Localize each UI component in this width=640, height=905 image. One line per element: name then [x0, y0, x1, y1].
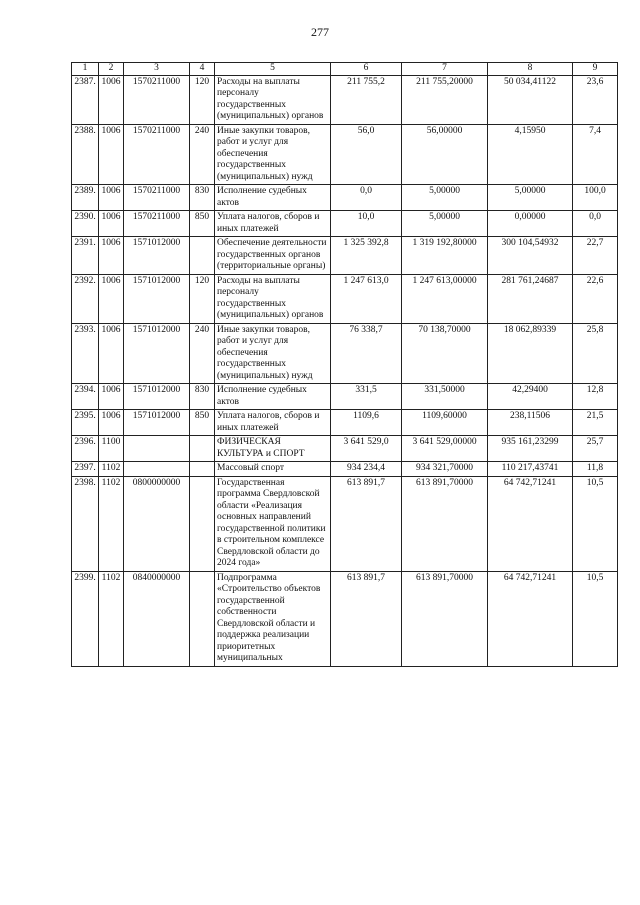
executed-amount: 5,00000	[488, 185, 573, 211]
expense-type-code: 850	[190, 410, 215, 436]
expense-type-code: 120	[190, 274, 215, 323]
table-row	[72, 571, 618, 666]
section-code: 1006	[99, 384, 124, 410]
approved-amount: 331,5	[331, 384, 402, 410]
target-article-code: 0840000000	[124, 571, 190, 666]
row-number: 2388.	[72, 124, 99, 185]
approved-amount: 0,0	[331, 185, 402, 211]
executed-amount: 935 161,23299	[488, 436, 573, 462]
target-article-code: 1571012000	[124, 384, 190, 410]
section-code: 1006	[99, 323, 124, 384]
execution-percent: 21,5	[573, 410, 618, 436]
expense-name: Обеспечение деятельности государственных органов (территориальные органы)	[215, 237, 331, 275]
row-number: 2392.	[72, 274, 99, 323]
expense-name: Государственная программа Свердловской области «Реализация основных направлений государственной политики в строительном комплексе Свердловской области до 2024 года»	[215, 476, 331, 571]
expense-type-code	[190, 436, 215, 462]
execution-percent: 100,0	[573, 185, 618, 211]
target-article-code: 1570211000	[124, 211, 190, 237]
column-header: 7	[402, 63, 488, 76]
executed-amount: 281 761,24687	[488, 274, 573, 323]
section-code: 1006	[99, 211, 124, 237]
target-article-code: 1571012000	[124, 410, 190, 436]
section-code: 1006	[99, 185, 124, 211]
revised-amount: 211 755,20000	[402, 75, 488, 124]
table-row	[72, 410, 618, 436]
expense-name: Расходы на выплаты персоналу государственных (муниципальных) органов	[215, 274, 331, 323]
column-header: 3	[124, 63, 190, 76]
approved-amount: 1109,6	[331, 410, 402, 436]
target-article-code: 1570211000	[124, 75, 190, 124]
expense-type-code: 240	[190, 124, 215, 185]
execution-percent: 12,8	[573, 384, 618, 410]
section-code: 1006	[99, 410, 124, 436]
execution-percent: 25,8	[573, 323, 618, 384]
section-code: 1102	[99, 462, 124, 477]
row-number: 2393.	[72, 323, 99, 384]
column-header: 5	[215, 63, 331, 76]
approved-amount: 613 891,7	[331, 571, 402, 666]
section-code: 1100	[99, 436, 124, 462]
executed-amount: 64 742,71241	[488, 476, 573, 571]
row-number: 2398.	[72, 476, 99, 571]
execution-percent: 10,5	[573, 476, 618, 571]
row-number: 2387.	[72, 75, 99, 124]
expense-type-code: 240	[190, 323, 215, 384]
approved-amount: 934 234,4	[331, 462, 402, 477]
table-row	[72, 323, 618, 384]
expense-type-code: 850	[190, 211, 215, 237]
expense-name: Исполнение судебных актов	[215, 185, 331, 211]
section-code: 1102	[99, 476, 124, 571]
table-row	[72, 274, 618, 323]
executed-amount: 110 217,43741	[488, 462, 573, 477]
executed-amount: 0,00000	[488, 211, 573, 237]
expense-name: Подпрограмма «Строительство объектов государственной собственности Свердловской области и поддержка реализации приоритетных муниципальных	[215, 571, 331, 666]
approved-amount: 1 247 613,0	[331, 274, 402, 323]
execution-percent: 25,7	[573, 436, 618, 462]
section-code: 1006	[99, 124, 124, 185]
execution-percent: 0,0	[573, 211, 618, 237]
revised-amount: 56,00000	[402, 124, 488, 185]
row-number: 2391.	[72, 237, 99, 275]
executed-amount: 18 062,89339	[488, 323, 573, 384]
execution-percent: 11,8	[573, 462, 618, 477]
column-header: 9	[573, 63, 618, 76]
row-number: 2397.	[72, 462, 99, 477]
expense-type-code	[190, 237, 215, 275]
revised-amount: 934 321,70000	[402, 462, 488, 477]
section-code: 1102	[99, 571, 124, 666]
approved-amount: 56,0	[331, 124, 402, 185]
executed-amount: 64 742,71241	[488, 571, 573, 666]
revised-amount: 1 247 613,00000	[402, 274, 488, 323]
table-row	[72, 211, 618, 237]
column-header: 8	[488, 63, 573, 76]
table-row	[72, 462, 618, 477]
revised-amount: 5,00000	[402, 211, 488, 237]
target-article-code: 1571012000	[124, 323, 190, 384]
table-row	[72, 75, 618, 124]
expense-type-code: 830	[190, 185, 215, 211]
expense-type-code	[190, 462, 215, 477]
target-article-code: 1570211000	[124, 124, 190, 185]
target-article-code: 1571012000	[124, 274, 190, 323]
execution-percent: 10,5	[573, 571, 618, 666]
approved-amount: 10,0	[331, 211, 402, 237]
executed-amount: 4,15950	[488, 124, 573, 185]
revised-amount: 5,00000	[402, 185, 488, 211]
target-article-code: 0800000000	[124, 476, 190, 571]
execution-percent: 22,7	[573, 237, 618, 275]
target-article-code: 1571012000	[124, 237, 190, 275]
revised-amount: 1 319 192,80000	[402, 237, 488, 275]
executed-amount: 42,29400	[488, 384, 573, 410]
page-number: 277	[311, 25, 329, 39]
target-article-code: 1570211000	[124, 185, 190, 211]
table-row	[72, 185, 618, 211]
executed-amount: 238,11506	[488, 410, 573, 436]
executed-amount: 300 104,54932	[488, 237, 573, 275]
table-row	[72, 476, 618, 571]
column-header: 2	[99, 63, 124, 76]
expense-name: Расходы на выплаты персоналу государственных (муниципальных) органов	[215, 75, 331, 124]
section-code: 1006	[99, 75, 124, 124]
approved-amount: 76 338,7	[331, 323, 402, 384]
revised-amount: 1109,60000	[402, 410, 488, 436]
expense-type-code	[190, 571, 215, 666]
execution-percent: 7,4	[573, 124, 618, 185]
target-article-code	[124, 462, 190, 477]
approved-amount: 211 755,2	[331, 75, 402, 124]
expense-type-code: 120	[190, 75, 215, 124]
row-number: 2394.	[72, 384, 99, 410]
execution-percent: 22,6	[573, 274, 618, 323]
executed-amount: 50 034,41122	[488, 75, 573, 124]
expense-name: Уплата налогов, сборов и иных платежей	[215, 211, 331, 237]
revised-amount: 613 891,70000	[402, 476, 488, 571]
expense-name: Исполнение судебных актов	[215, 384, 331, 410]
column-header: 4	[190, 63, 215, 76]
table-row	[72, 124, 618, 185]
row-number: 2390.	[72, 211, 99, 237]
section-code: 1006	[99, 237, 124, 275]
column-header: 6	[331, 63, 402, 76]
budget-table	[71, 62, 618, 667]
revised-amount: 613 891,70000	[402, 571, 488, 666]
revised-amount: 3 641 529,00000	[402, 436, 488, 462]
section-code: 1006	[99, 274, 124, 323]
approved-amount: 613 891,7	[331, 476, 402, 571]
table-row	[72, 384, 618, 410]
column-header: 1	[72, 63, 99, 76]
row-number: 2399.	[72, 571, 99, 666]
header-row	[72, 63, 618, 76]
row-number: 2395.	[72, 410, 99, 436]
revised-amount: 70 138,70000	[402, 323, 488, 384]
expense-name: Иные закупки товаров, работ и услуг для обеспечения государственных (муниципальных) нужд	[215, 323, 331, 384]
expense-name: Уплата налогов, сборов и иных платежей	[215, 410, 331, 436]
expense-name: Массовый спорт	[215, 462, 331, 477]
table-row	[72, 436, 618, 462]
approved-amount: 1 325 392,8	[331, 237, 402, 275]
approved-amount: 3 641 529,0	[331, 436, 402, 462]
expense-type-code	[190, 476, 215, 571]
expense-name: Иные закупки товаров, работ и услуг для обеспечения государственных (муниципальных) нужд	[215, 124, 331, 185]
revised-amount: 331,50000	[402, 384, 488, 410]
target-article-code	[124, 436, 190, 462]
execution-percent: 23,6	[573, 75, 618, 124]
row-number: 2396.	[72, 436, 99, 462]
expense-name: ФИЗИЧЕСКАЯ КУЛЬТУРА и СПОРТ	[215, 436, 331, 462]
row-number: 2389.	[72, 185, 99, 211]
table-row	[72, 237, 618, 275]
expense-type-code: 830	[190, 384, 215, 410]
